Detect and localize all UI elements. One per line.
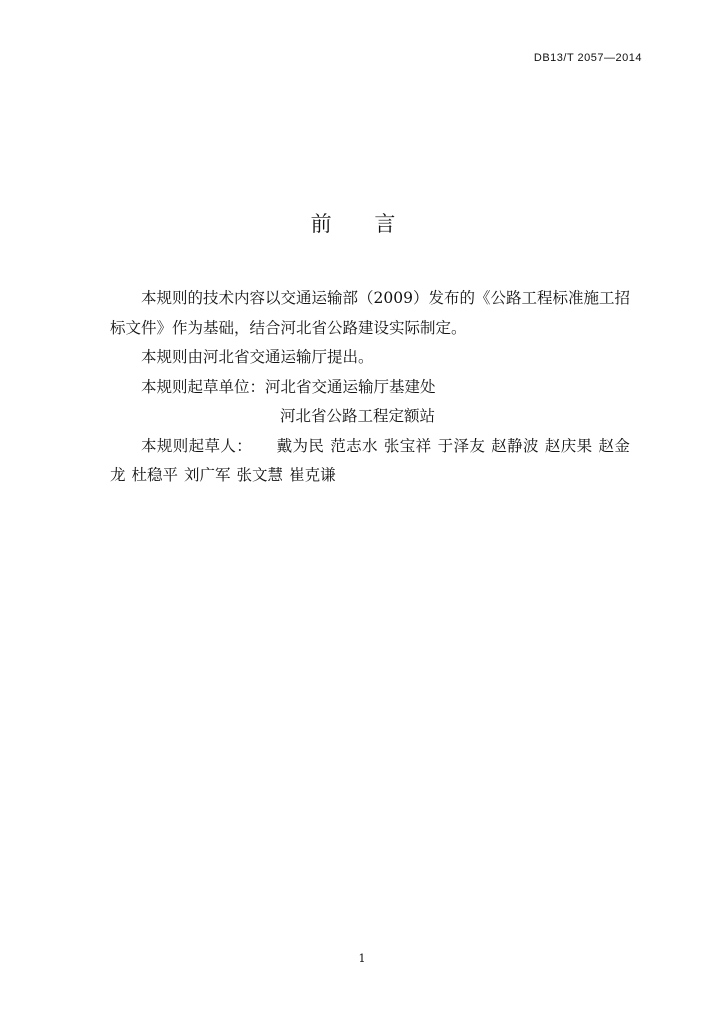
drafting-units-label: 本规则起草单位： — [141, 377, 266, 396]
drafter-name: 赵金龙 — [110, 436, 630, 484]
page-number: 1 — [358, 952, 366, 965]
intro-paragraph: 本规则的技术内容以交通运输部（2009）发布的《公路工程标准施工招标文件》作为基础，结合河北省公路建设实际制定。 — [110, 289, 630, 337]
drafter-name: 赵静波 — [491, 436, 539, 455]
drafter-name: 杜稳平 — [131, 466, 179, 484]
drafter-name: 赵庆果 — [544, 436, 593, 455]
drafter-name: 崔克谦 — [289, 466, 336, 484]
standard-code: DB13/T 2057—2014 — [533, 52, 642, 64]
foreword-content — [110, 284, 630, 491]
page-title: 前 言 — [310, 212, 414, 236]
drafter-name: 戴为民 — [276, 436, 325, 455]
drafting-unit-2-line — [110, 402, 630, 432]
drafter-name: 于泽友 — [437, 436, 486, 455]
drafter-name: 刘广军 — [184, 466, 231, 484]
drafter-name: 张宝祥 — [383, 436, 432, 455]
drafters-paragraph — [110, 432, 630, 491]
drafters-label: 本规则起草人： — [141, 436, 253, 455]
drafter-name: 范志水 — [330, 436, 378, 455]
drafter-name: 张文慧 — [236, 466, 284, 484]
proposer-paragraph: 本规则由河北省交通运输厅提出。 — [141, 348, 374, 366]
drafting-unit-1: 河北省交通运输厅基建处 — [265, 377, 436, 396]
drafting-unit-2: 河北省公路工程定额站 — [280, 407, 436, 425]
drafting-units-paragraph — [110, 373, 630, 403]
